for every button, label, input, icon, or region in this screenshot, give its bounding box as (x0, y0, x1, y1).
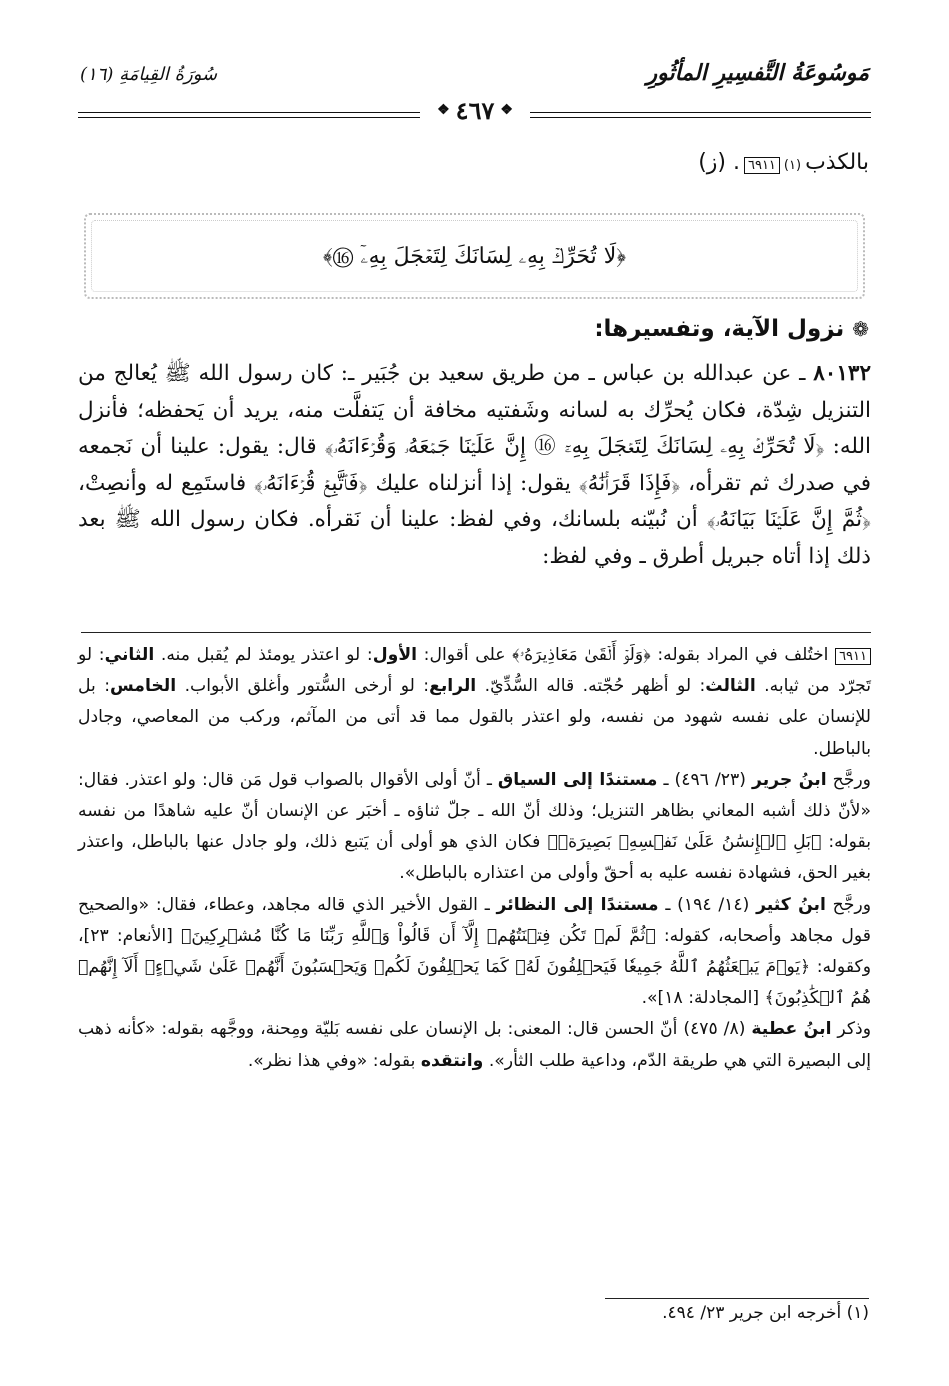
note-paragraph (78, 890, 871, 1015)
note-text: (٨/ ٤٧٥) أنّ الحسن قال: المعنى: بل الإنسان على نفسه بَليّة ومِحنة، ووجَّهه بقوله: «كأنه ذهب إلى البصيرة التي هي طريقة الدّم، وداعية طلب الثأر». (78, 1019, 871, 1071)
note-keyword: الثالث (705, 676, 756, 697)
page-number: ٤٦٧ (455, 95, 495, 125)
flower-ornament-icon: ❁ (852, 317, 869, 341)
note-keyword: الرابع (429, 676, 477, 697)
footnote: (١) أخرجه ابن جرير ٢٣/ ٤٩٤. (662, 1303, 869, 1323)
section-heading (594, 316, 869, 342)
note-keyword: ابنُ عطية (751, 1019, 832, 1040)
note-keyword: ابنُ جرير (752, 769, 827, 790)
note-text: ـ القول الأخير الذي قاله مجاهد، وعطاء، فقال: «والصحيح قول مجاهد وأصحابه، كقوله: ﴿ثُمَّ لَمۡ تَكُن فِتۡنَتُهُمۡ إِلَّآ أَن قَالُواْ وَٱللَّهِ رَبِّنَا مَا كُنَّا مُشۡرِكِينَ﴾ [الأنعام: ٢٣]، وكقوله: ﴿يَوۡمَ يَبۡعَثُهُمُ ٱللَّهُ جَمِيعٗا فَيَحۡلِفُونَ لَهُۥ كَمَا يَحۡلِفُونَ لَكُمۡ وَيَحۡسَبُونَ أَنَّهُمۡ عَلَىٰ شَيۡءٍۚ أَلَآ إِنَّهُمۡ هُمُ ٱلۡكَٰذِبُونَ﴾ [المجادلة: ١٨]». (78, 894, 871, 1009)
book-title: مَوسُوعَةُ التَّفسِيرِ المأثُورِ (646, 60, 869, 86)
note-keyword: الثاني (104, 645, 155, 665)
intro-text: بالكذب (805, 150, 869, 175)
note-text: (١٤/ ١٩٤) ـ (658, 894, 757, 915)
footnote-marker: (١) (783, 158, 802, 173)
note-paragraph (78, 1014, 871, 1076)
note-paragraph (78, 765, 871, 890)
note-text: وذكر (831, 1019, 871, 1040)
note-paragraph (78, 640, 871, 765)
note-text: ورجَّح (825, 894, 871, 915)
notes-separator (81, 632, 871, 633)
intro-line (698, 150, 869, 175)
page-number-box (420, 93, 530, 127)
note-keyword: الأول (372, 645, 418, 665)
note-text: : لو أظهر حُجّته. قاله السُّدِّيّ. (476, 676, 706, 697)
surah-title: سُورَةُ القِيامَةِ (١٦) (80, 64, 218, 85)
note-keyword: الخامس (110, 676, 177, 697)
intro-tail: . (ز) (698, 150, 740, 175)
note-text: : بل للإنسان على نفسه شهود من نفسه، ولو اعتذر بالقول مما قد أتى من المآثم، وركب من المعاصي، وجادل بالباطل. (78, 676, 871, 759)
note-text: (٢٣/ ٤٩٦) ـ (657, 769, 753, 790)
ornament-icon: ❖ (437, 102, 450, 118)
verse-text: ﴿لَا تُحَرِّكۡ بِهِۦ لِسَانَكَ لِتَعۡجَلَ بِهِۦٓ ⑯﴾ (323, 243, 627, 269)
narration-text: ـ عن عبدالله بن عباس ـ من طريق سعيد بن جُبَير ـ: كان رسول الله ﷺ يُعالج من التنزيل شِدّة، فكان يُحرِّك به لسانه وشَفتيه مخافة أن يَتفلَّت منه، يريد أن يَحفظه؛ فأنزل الله: ﴿لَا تُحَرِّكۡ بِهِۦ لِسَانَكَ لِتَعۡجَلَ بِهِۦٓ ⑯ إِنَّ عَلَيۡنَا جَمۡعَهُۥ وَقُرۡءَانَهُۥ﴾ قال: يقول: علينا أن نَجمعه في صدرك ثم تقرأه، ﴿فَإِذَا قَرَأۡنَٰهُ﴾ يقول: إذا أنزلناه عليك ﴿فَٱتَّبِعۡ قُرۡءَانَهُۥ﴾ فاستَمِع له وأنصِتْ، ﴿ثُمَّ إِنَّ عَلَيۡنَا بَيَانَهُۥ﴾ أن نُبيّنه بلسانك، وفي لفظ: علينا أن نَقرأه. فكان رسول الله ﷺ بعد ذلك إذا أتاه جبريل أطرق ـ وفي لفظ: (78, 361, 871, 569)
note-keyword: وانتقده (420, 1050, 484, 1071)
note-text: : لو اعتذر يومئذ لم يُقبل منه. (154, 645, 373, 665)
notes-section (78, 640, 871, 1077)
note-ref: ٦٩١١ (835, 648, 871, 665)
note-keyword: مستندًا إلى السياق (497, 769, 658, 790)
verse-frame (84, 213, 865, 299)
ornament-icon: ❖ (500, 102, 513, 118)
note-text: ورجَّح (826, 769, 871, 790)
note-text: اختُلف في المراد بقوله: ﴿وَلَوۡ أَلۡقَىٰ مَعَاذِيرَهُۥ﴾ على أقوال: (417, 645, 836, 665)
footnote-separator (605, 1298, 869, 1299)
note-keyword: مستندًا إلى النظائر (496, 894, 659, 915)
narration-number: ٨٠١٣٢ (813, 361, 871, 386)
note-text: : لو أرخى السُّتور وأغلق الأبواب. (176, 676, 430, 697)
section-title: نزول الآية، وتفسيرها: (594, 316, 845, 342)
note-ref: ٦٩١١ (744, 157, 780, 174)
note-keyword: ابنُ كثير (756, 894, 826, 915)
note-text: بقوله: «وفي هذا نظر». (247, 1050, 421, 1071)
narration-paragraph (78, 356, 871, 576)
note-text: : لو تَجرّد من ثيابه. (78, 645, 871, 697)
note-text: ـ أنّ أولى الأقوال بالصواب قول مَن قال: ولو اعتذر. فقال: «لأنّ ذلك أشبه المعاني بظاهر التنزيل؛ وذلك أنّ الله ـ جلّ ثناؤه ـ أخبَر عن الإنسان أنّ عليه شاهدًا من نفسه بقوله: ﴿بَلِ ٱلۡإِنسَٰنُ عَلَىٰ نَفۡسِهِۦ بَصِيرَةٞ﴾ فكان الذي هو أولى أن يَتبع ذلك، ولو جادل عنها بالباطل، واعتذر بغير الحق، فشهادة نفسه عليه به أحقّ وأولى من اعتذاره بالباطل». (78, 769, 871, 884)
